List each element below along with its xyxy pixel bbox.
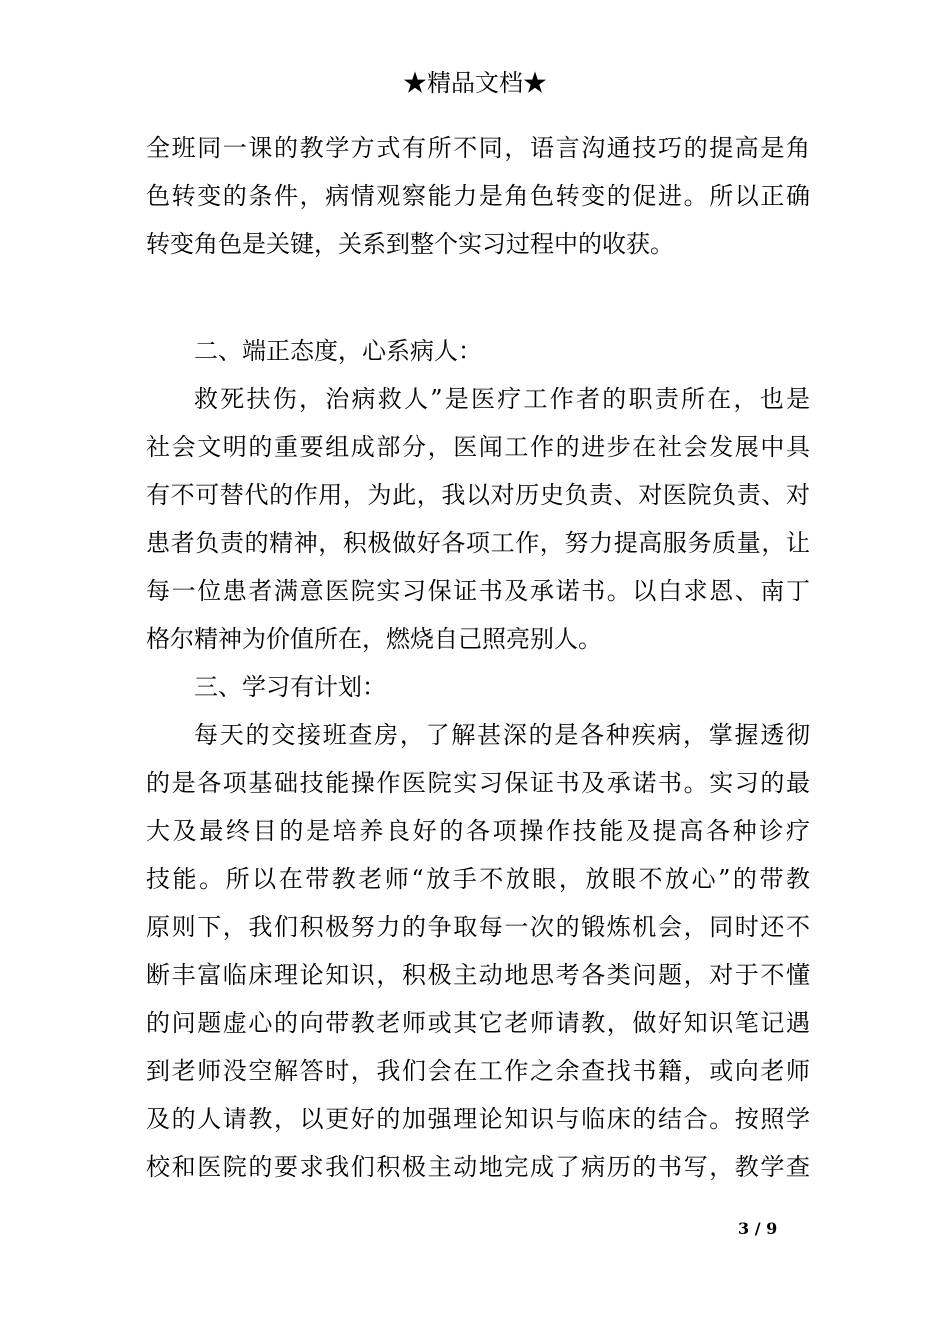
text-line: 的问题虚心的向带教老师或其它老师请教，做好知识笔记遇 (146, 1009, 810, 1037)
text-line: 色转变的条件，病情观察能力是角色转变的促进。所以正确 (146, 182, 810, 210)
text-line: 的是各项基础技能操作医院实习保证书及承诺书。实习的最 (146, 769, 810, 797)
text-line: 社会文明的重要组成部分，医闻工作的进步在社会发展中具 (146, 433, 810, 461)
text-line: 全班同一课的教学方式有所不同，语言沟通技巧的提高是角 (146, 134, 810, 162)
text-line: 患者负责的精神，积极做好各项工作，努力提高服务质量，让 (146, 529, 810, 557)
text-line: 技能。所以在带教老师“放手不放眼，放眼不放心”的带教 (146, 865, 810, 893)
paragraph-block-1 (146, 131, 810, 275)
page-header-title: ★精品文档★ (403, 69, 547, 97)
text-line: 格尔精神为价值所在，燃烧自己照亮别人。 (146, 625, 602, 653)
section-2 (146, 334, 810, 670)
text-line: 每一位患者满意医院实习保证书及承诺书。以白求恩、南丁 (146, 577, 810, 605)
text-line: 有不可替代的作用，为此，我以对历史负责、对医院负责、对 (146, 481, 810, 509)
text-line: 救死扶伤，治病救人”是医疗工作者的职责所在，也是 (194, 385, 810, 413)
text-line: 原则下，我们积极努力的争取每一次的锻炼机会，同时还不 (146, 913, 810, 941)
section-3 (146, 670, 810, 1198)
section-heading: 二、端正态度，心系病人： (194, 337, 482, 365)
text-line: 校和医院的要求我们积极主动地完成了病历的书写，教学查 (146, 1153, 810, 1181)
section-heading: 三、学习有计划： (194, 673, 386, 701)
text-line: 及的人请教，以更好的加强理论知识与临床的结合。按照学 (146, 1105, 810, 1133)
text-line: 到老师没空解答时，我们会在工作之余查找书籍，或向老师 (146, 1057, 810, 1085)
text-line: 转变角色是关键，关系到整个实习过程中的收获。 (146, 230, 674, 258)
page-number: 3 / 9 (738, 1219, 778, 1238)
text-line: 每天的交接班查房，了解甚深的是各种疾病，掌握透彻 (194, 721, 810, 749)
text-line: 断丰富临床理论知识，积极主动地思考各类问题，对于不懂 (146, 961, 810, 989)
text-line: 大及最终目的是培养良好的各项操作技能及提高各种诊疗 (146, 817, 810, 845)
